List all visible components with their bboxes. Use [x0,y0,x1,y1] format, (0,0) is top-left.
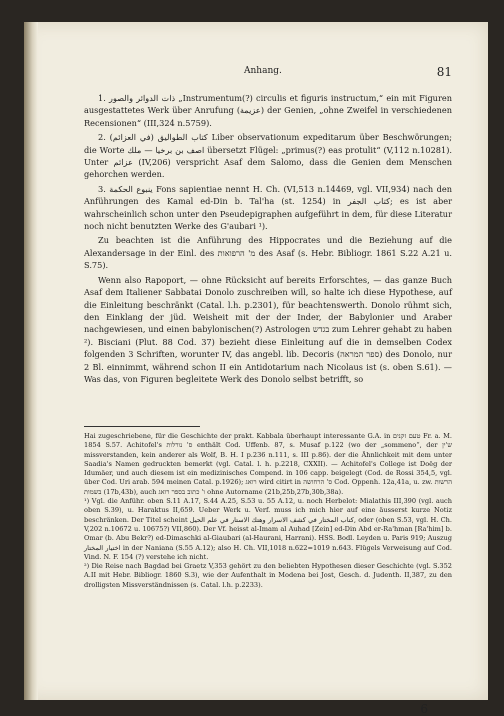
footnote-rule [84,426,200,427]
header-title: Anhang. [244,66,282,76]
footnote: ²) Die Reise nach Bagdad bei Graetz V,353 gehört zu den beliebten Hypothesen dieser Geschichte (vgl. S.352 A.II mit Hebr. Bibliogr. 1860 S.3), wie der Aufenthalt in Modena bei Jost, Gesch. d. Judenth. II,387, zu den drolligsten Missverständnissen (s. Catal. l.h. p.2233). [84,562,452,589]
page-gutter [24,22,38,700]
paragraph: 1. ذات الدوائر والصور „Instrumentum(?) circulis et figuris instructum,“ ein mit Figuren ausgestattetes Werk über Anrufung (عزيمة) der Genien, „ohne Zweifel in verschiedenen Recensionen“ (III,324 n.5759). [84,93,452,128]
signature-mark: 6 [420,702,428,716]
footnote: ¹) Vgl. die Anführ. oben S.11 A.17, S.44 A.25, S.53 u. 55 A.12, u. noch Herbelot: Mialathis III,390 (vgl. auch oben S.39), u. Haraktus II,659. Ueber Werk u. Verf. muss ich mich hier auf eine äusserst kurze Notiz beschränken. Der Titel scheint كتاب المختار في كشف الاسرار وهتك الاستار في علم الحيل, oder (oben S.53, vgl. H. Ch. V,202 n.10672 u. 10675?) VII,860). Der Vf. heisst al-Imam al Auhad [Zein] ed-Din Abd er-Ra'hman [Ra'him] b. Omar (b. Abu Bekr?) ed-Dimaschki al-Giaubari (al-Haurani, Harrani). HSS. Bodl. Leyden u. Paris 919; Auszug اختيار المختار in der Naniana (S.55 A.12); also H. Ch. VII,1018 n.622=1019 n.643. Flügels Verweisung auf Cod. Vind. N. F. 154 (?) verstehe ich nicht. [84,497,453,561]
main-text [84,92,452,387]
page-number: 81 [436,65,452,79]
paragraph: Wenn also Rapoport, — ohne Rücksicht auf bereits Erforschtes, — das ganze Buch Asaf dem Italiener Sabbatai Donolo zuschreiben will, so halte ich diese Hypothese, auf die Einleitung beschränkt (Catal. l.h. p.2301), für beachtenswerth. Donolo rühmt sich, den Einklang der jüd. Weisheit mit der der Inder, der Babylonier und Araber nachgewiesen, und einen babylonischen(?) Astrologen בגדש zum Lehrer gehabt zu haben ²). Bisciani (Plut. 88 Cod. 37) bezieht diese Einleitung auf die in demselben Codex folgenden 3 Schriften, worunter IV, das angebl. lib. Decoris (ספר המראה) des Donolo, nur 2 Bl. einnimmt, während schon II ein Antidotarium nach Nicolaus ist (s. oben S.61). — Was das, von Figuren begleitete Werk des Donolo selbst betrifft, so [84,274,452,384]
paragraph: 2. كتاب الطواليق (في العزائم) Liber observationum expeditarum über Beschwörungen; die Worte اصف بن برخيا — ملك übersetzt Flügel: „primus(?) eas protulit“ (V,112 n.10281). Unter عزائم (IV,206) verspricht Asaf dem Salomo, dass die Genien dem Menschen gehorchen werden. [84,132,453,180]
book-page [24,22,488,716]
footnotes [84,432,452,590]
paragraph: 3. ينبوع الحكمة Fons sapientiae nennt H. Ch. (VI,513 n.14469, vgl. VII,934) nach den Anführungen des Kamal ed-Din b. Tal'ha (st. 1254) in كتاب الجفر; es ist aber wahrscheinlich schon unter den Pseudepigraphen aufgeführt in dem, für diese Literatur noch nicht benutzten Werke des G'aubari ¹). [84,183,453,232]
paragraph: Zu beachten ist die Anführung des Hippocrates und die Beziehung auf die Alexandersage in der Einl. des מ' הרפואות des Asaf (s. Hebr. Bibliogr. 1861 S.22 A.21 u. S.75). [84,235,452,271]
footnote: Hai zugeschriebene, für die Geschichte der prakt. Kabbala überhaupt interessante G.A. in טעם זקנים Fr. a. M. 1854 S.57. Achitofel's ס' נורלות enthält Cod. Uffenb. 87, s. Musaf p.122 (wo der „sommeno“, der ש'ין missverstanden, kein anderer als Wolf, B. H. I p.236 n.111, s. III p.86). der die Ähnlichkeit mit dem unter Saadia's Namen gedruckten bemerkt (vgl. Catal. l. h. p.2218, CXXII). — Achitofel's College ist Doëg der Idumäer, und auch diesem ist ein medizinisches Compend. in 106 capp. beigelegt (Cod. de Rossi 354,5, vgl. über Cod. Uri arab. 594 meinen Catal. p.1926); רואג wird citirt in ס' הרחושה Cod. Oppenh. 12a,41a, u. zw. הרשות בשמות (17b,43b), auch ו' כתוב בספר רואג ohne Autorname (21b,25b,27b,30b,38a). [84,432,453,496]
